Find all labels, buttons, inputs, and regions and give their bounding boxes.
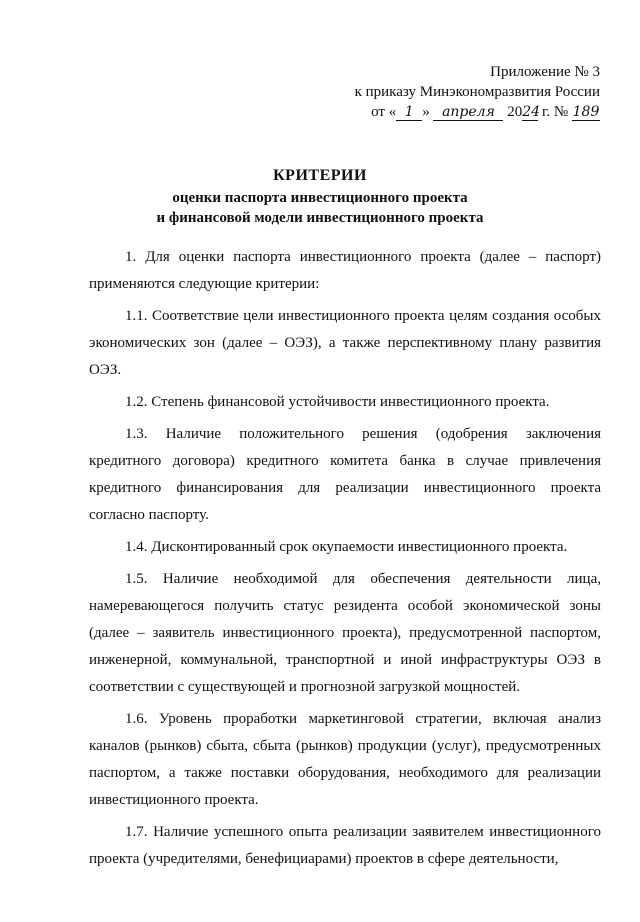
paragraph: 1. Для оценки паспорта инвестиционного проекта (далее – паспорт) применяются следующие критерии: [89, 249, 601, 292]
handwritten-order-number: 189 [572, 104, 600, 120]
document-body [89, 244, 601, 878]
year-prefix: 20 [507, 104, 523, 120]
paragraph: 1.4. Дисконтированный срок окупаемости инвестиционного проекта. [125, 539, 568, 555]
title-line-2: оценки паспорта инвестиционного проекта [172, 190, 468, 206]
paragraph: 1.2. Степень финансовой устойчивости инвестиционного проекта. [125, 394, 550, 410]
order-reference: к приказу Минэкономразвития России [354, 84, 600, 100]
paragraph: 1.7. Наличие успешного опыта реализации заявителем инвестиционного проекта (учредителями, бенефициарами) проектов в сфере деятельности, [89, 824, 601, 867]
title-line-3: и финансовой модели инвестиционного проекта [156, 210, 484, 226]
date-close: » [422, 104, 430, 120]
paragraph: 1.1. Соответствие цели инвестиционного проекта целям создания особых экономических зон (далее – ОЭЗ), а также перспективному плану развития ОЭЗ. [89, 308, 601, 378]
appendix-header [300, 62, 600, 122]
document-title [0, 166, 640, 228]
order-date-line [300, 102, 600, 122]
year-label: г. № [541, 104, 569, 120]
appendix-number: Приложение № 3 [490, 64, 600, 80]
handwritten-day: 1 [396, 104, 422, 121]
handwritten-year: 24 [522, 104, 541, 120]
handwritten-month: апреля [433, 104, 503, 121]
paragraph: 1.3. Наличие положительного решения (одобрения заключения кредитного договора) кредитного комитета банка в случае привлечения кредитного финансирования для реализации инвестиционного проекта согласно паспорту. [89, 426, 601, 523]
date-prefix: от « [371, 104, 397, 120]
title-main: КРИТЕРИИ [273, 167, 367, 184]
paragraph: 1.6. Уровень проработки маркетинговой стратегии, включая анализ каналов (рынков) сбыта, сбыта (рынков) продукции (услуг), предусмотренных паспортом, а также поставки оборудования, необходимого для реализации инвестиционного проекта. [89, 711, 601, 808]
paragraph: 1.5. Наличие необходимой для обеспечения деятельности лица, намеревающегося получить статус резидента особой экономической зоны (далее – заявитель инвестиционного проекта), предусмотренной паспортом, инженерной, коммунальной, транспортной и иной инфраструктуры ОЭЗ в соответствии с существующей и прогнозной загрузкой мощностей. [89, 571, 601, 695]
